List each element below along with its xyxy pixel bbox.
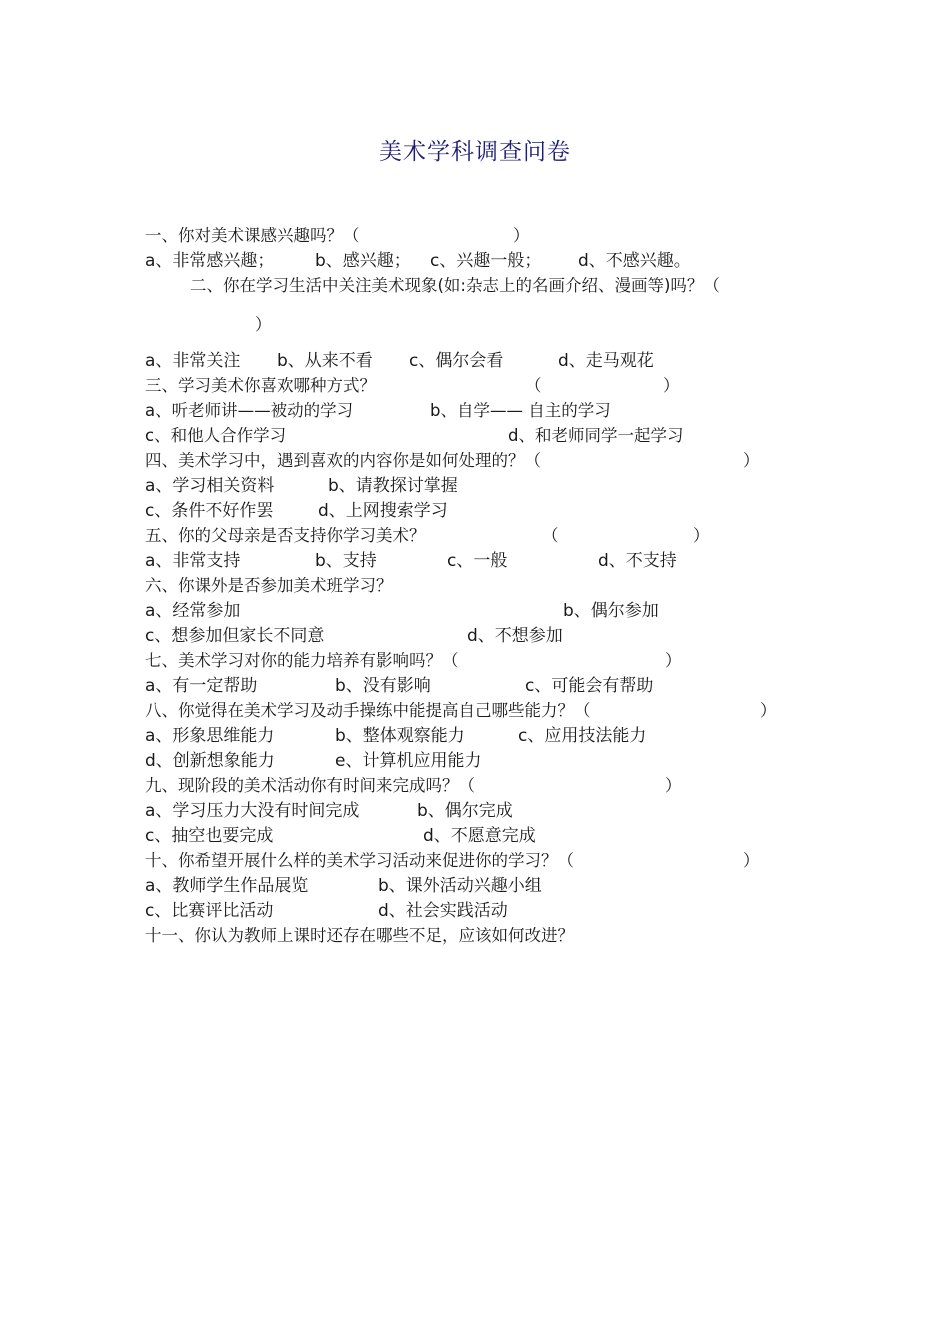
- option-b: b、偶尔完成: [417, 801, 513, 821]
- option-d: d、不感兴趣。: [578, 251, 691, 271]
- page-title: 美术学科调查问卷: [379, 139, 571, 165]
- option-a: a、听老师讲——被动的学习: [145, 401, 354, 420]
- answer-bracket-close: ）: [760, 701, 777, 720]
- option-c: c、和他人合作学习: [145, 426, 287, 445]
- question-11: [145, 925, 745, 947]
- option-b: b、课外活动兴趣小组: [378, 876, 542, 896]
- question-10: [145, 850, 765, 872]
- option-e: e、计算机应用能力: [335, 751, 482, 771]
- option-c: c、想参加但家长不同意: [145, 626, 325, 646]
- option-b: b、从来不看: [277, 351, 373, 371]
- answer-bracket-close: ）: [663, 376, 680, 395]
- answer-bracket-close: ）: [693, 526, 710, 545]
- option-b: b、感兴趣；: [315, 251, 411, 271]
- answer-bracket-open: （: [542, 526, 559, 545]
- question-text: 三、学习美术你喜欢哪种方式？: [145, 376, 376, 395]
- option-d: d、不支持: [598, 551, 677, 571]
- options-row: [145, 350, 745, 372]
- question-text: 十、你希望开展什么样的美术学习活动来促进你的学习？（: [145, 851, 574, 870]
- question-3: [145, 375, 745, 397]
- options-row: [145, 800, 745, 822]
- options-row: [145, 825, 745, 847]
- question-8: [145, 700, 785, 722]
- option-b: b、支持: [315, 551, 377, 571]
- question-2: [190, 275, 790, 297]
- option-d: d、社会实践活动: [378, 901, 508, 921]
- option-c: c、可能会有帮助: [525, 676, 654, 696]
- answer-bracket-close: ）: [513, 226, 530, 245]
- question-5: [145, 525, 745, 547]
- option-c: c、偶尔会看: [409, 351, 504, 371]
- question-text: 六、你课外是否参加美术班学习？: [145, 576, 393, 595]
- option-c: c、条件不好作罢: [145, 501, 274, 521]
- options-row: [145, 500, 745, 522]
- option-c: c、一般: [447, 551, 508, 571]
- option-c: c、抽空也要完成: [145, 826, 274, 846]
- answer-bracket-close: ）: [665, 776, 682, 795]
- option-d: d、创新想象能力: [145, 751, 275, 771]
- option-c: c、比赛评比活动: [145, 901, 274, 921]
- option-a: a、经常参加: [145, 601, 241, 621]
- option-a: a、有一定帮助: [145, 676, 258, 696]
- question-text: 七、美术学习对你的能力培养有影响吗？（: [145, 651, 459, 670]
- question-text: 四、美术学习中，遇到喜欢的内容你是如何处理的？（: [145, 451, 541, 470]
- answer-bracket-close: ）: [743, 851, 760, 870]
- options-row: [145, 725, 745, 747]
- options-row: [145, 550, 745, 572]
- option-a: a、非常关注: [145, 351, 241, 371]
- question-7: [145, 650, 745, 672]
- question-6: [145, 575, 745, 597]
- options-row: [145, 600, 745, 622]
- option-d: d、不愿意完成: [423, 826, 536, 846]
- option-a: a、非常感兴趣；: [145, 251, 275, 271]
- option-d: d、上网搜索学习: [318, 501, 448, 521]
- option-b: b、偶尔参加: [563, 601, 659, 621]
- option-b: b、请教探讨掌握: [328, 476, 458, 496]
- option-b: b、整体观察能力: [335, 726, 465, 746]
- question-text: 十一、你认为教师上课时还存在哪些不足，应该如何改进？: [145, 926, 574, 945]
- question-text: 九、现阶段的美术活动你有时间来完成吗？（: [145, 776, 475, 795]
- option-a: a、形象思维能力: [145, 726, 275, 746]
- options-row: [145, 625, 745, 647]
- answer-bracket-close: ）: [255, 315, 272, 334]
- options-row: [145, 900, 745, 922]
- option-c: c、兴趣一般；: [430, 251, 542, 271]
- question-2-bracket-line: [255, 314, 295, 336]
- question-text: 五、你的父母亲是否支持你学习美术？: [145, 526, 426, 545]
- answer-bracket-close: ）: [743, 451, 760, 470]
- options-row: [145, 875, 745, 897]
- option-d: d、不想参加: [467, 626, 563, 646]
- option-a: a、非常支持: [145, 551, 241, 571]
- question-9: [145, 775, 745, 797]
- options-row: [145, 400, 745, 422]
- options-row: [145, 675, 745, 697]
- option-d: d、走马观花: [558, 351, 654, 371]
- option-d: d、和老师同学一起学习: [508, 426, 684, 445]
- option-a: a、学习压力大没有时间完成: [145, 801, 360, 821]
- option-a: a、教师学生作品展览: [145, 876, 309, 896]
- option-c: c、应用技法能力: [518, 726, 647, 746]
- option-b: b、自学—— 自主的学习: [430, 401, 611, 420]
- options-row: [145, 425, 745, 447]
- options-row: [145, 475, 745, 497]
- question-1: [145, 225, 545, 247]
- options-row: [145, 750, 745, 772]
- answer-bracket-close: ）: [665, 651, 682, 670]
- answer-bracket-open: （: [525, 376, 542, 395]
- question-text: 一、你对美术课感兴趣吗？（: [145, 226, 360, 245]
- question-text: 二、你在学习生活中关注美术现象(如:杂志上的名画介绍、漫画等)吗？（: [190, 276, 720, 295]
- question-4: [145, 450, 765, 472]
- question-text: 八、你觉得在美术学习及动手操练中能提高自己哪些能力？（: [145, 701, 591, 720]
- option-a: a、学习相关资料: [145, 476, 275, 496]
- options-row: [145, 250, 745, 272]
- option-b: b、没有影响: [335, 676, 431, 696]
